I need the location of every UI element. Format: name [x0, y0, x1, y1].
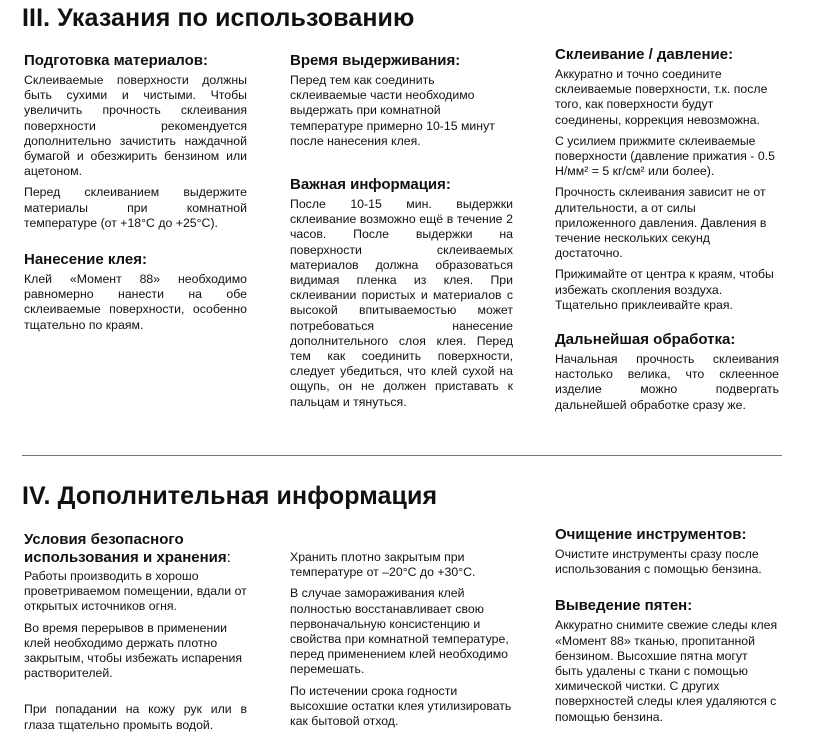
bond-paragraph-1: Аккуратно и точно соедините склеиваемые поверхности, т.к. после того, как поверхности будут соединены, коррекция невозможна.: [555, 67, 768, 127]
safety-paragraph-2: Во время перерывов в применении клей необходимо держать плотно закрытым, чтобы избежать испарения растворителей.: [24, 620, 243, 681]
apply-heading: Нанесение клея:: [24, 251, 147, 269]
bond-heading: Склеивание / давление:: [555, 46, 734, 63]
section-divider: [22, 455, 782, 456]
prep-paragraph-1: Склеиваемые поверхности должны быть сухими и чистыми. Чтобы увеличить прочность склеивания поверхности рекомендуется дополнительно зачистить наждачной бумагой и обезжирить бензином или ацетоном.: [24, 73, 247, 179]
hold-paragraph-1: Перед тем как соединить склеиваемые части необходимо выдержать при комнатной температуре примерно 10-15 минут после нанесения клея.: [290, 73, 495, 148]
column-1-bottom: [24, 531, 247, 733]
column-3-top: [555, 46, 779, 413]
bond-paragraph-4: Прижимайте от центра к краям, чтобы избежать скопления воздуха. Тщательно приклеивайте края.: [555, 267, 774, 312]
safety-paragraph-3: При попадании на кожу рук или в глаза тщательно промыть водой.: [24, 702, 247, 732]
safety-heading: [24, 531, 247, 567]
storage-paragraph-2: В случае замораживания клей полностью восстанавливает свою первоначальную консистенцию и свойства при комнатной температуре, перед применением клей необходимо перемешать.: [290, 586, 509, 677]
section-3-title: III. Указания по использованию: [22, 4, 415, 32]
safety-heading-line-1: Условия безопасного: [24, 531, 184, 548]
cleaning-paragraph-1: Очистите инструменты сразу после использования с помощью бензина.: [555, 547, 762, 577]
section-4-title: IV. Дополнительная информация: [22, 482, 438, 510]
safety-paragraph-1: Работы производить в хорошо проветриваемом помещении, вдали от открытых источников огня.: [24, 569, 247, 614]
stains-heading: Выведение пятен:: [555, 597, 693, 615]
prep-paragraph-2: Перед склеиванием выдержите материалы при комнатной температуре (от +18°C до +25°C).: [24, 185, 247, 230]
storage-paragraph-3: По истечении срока годности высохшие остатки клея утилизировать как бытовой отход.: [290, 683, 512, 729]
column-3-bottom: [555, 526, 779, 725]
apply-paragraph-1: Клей «Момент 88» необходимо равномерно нанести на обе склеиваемые поверхности, особенно тщательно по краям.: [24, 272, 247, 332]
bond-paragraph-2: С усилием прижмите склеиваемые поверхности (давление прижатия - 0.5 Н/мм² = 5 кг/см² или более).: [555, 133, 775, 179]
column-2-top: [290, 52, 513, 410]
hold-heading: Время выдерживания:: [290, 52, 461, 69]
further-paragraph-1: Начальная прочность склеивания настолько велика, что склеенное изделие можно подвергать дальнейшей обработке сразу же.: [555, 352, 779, 412]
column-2-bottom: [290, 550, 513, 729]
cleaning-heading: Очищение инструментов:: [555, 526, 747, 543]
safety-heading-colon: :: [226, 549, 231, 566]
bond-paragraph-3: Прочность склеивания зависит не от длительности, а от силы приложенного давления. Давления в течение нескольких секунд достаточно.: [555, 185, 767, 261]
further-heading: Дальнейшая обработка:: [555, 331, 736, 349]
safety-heading-line-2: использования и хранения: [24, 549, 227, 566]
stains-paragraph-1: Аккуратно снимите свежие следы клея «Момент 88» тканью, пропитанной бензином. Высохшие пятна могут быть удалены с ткани с помощью химической чистки. С других поверхностей следы клея удаляются с помощью бензина.: [555, 618, 778, 724]
storage-paragraph-1: Хранить плотно закрытым при температуре от –20°C до +30°C.: [290, 550, 476, 580]
important-paragraph-1: После 10-15 мин. выдержки склеивание возможно ещё в течение 2 часов. После выдержки на поверхности склеиваемых материалов должна образоваться видимая пленка из клея. При склеивании пористых и материалов с высокой впитываемостью может потребоваться нанесение дополнительного слоя клея. Перед тем как соединить поверхности, следует убедиться, что клей сухой на ощупь, он не должен приставать к пальцам и тянуться.: [290, 197, 513, 409]
column-1-top: [24, 52, 247, 333]
prep-heading: Подготовка материалов:: [24, 52, 209, 69]
important-heading: Важная информация:: [290, 176, 451, 194]
